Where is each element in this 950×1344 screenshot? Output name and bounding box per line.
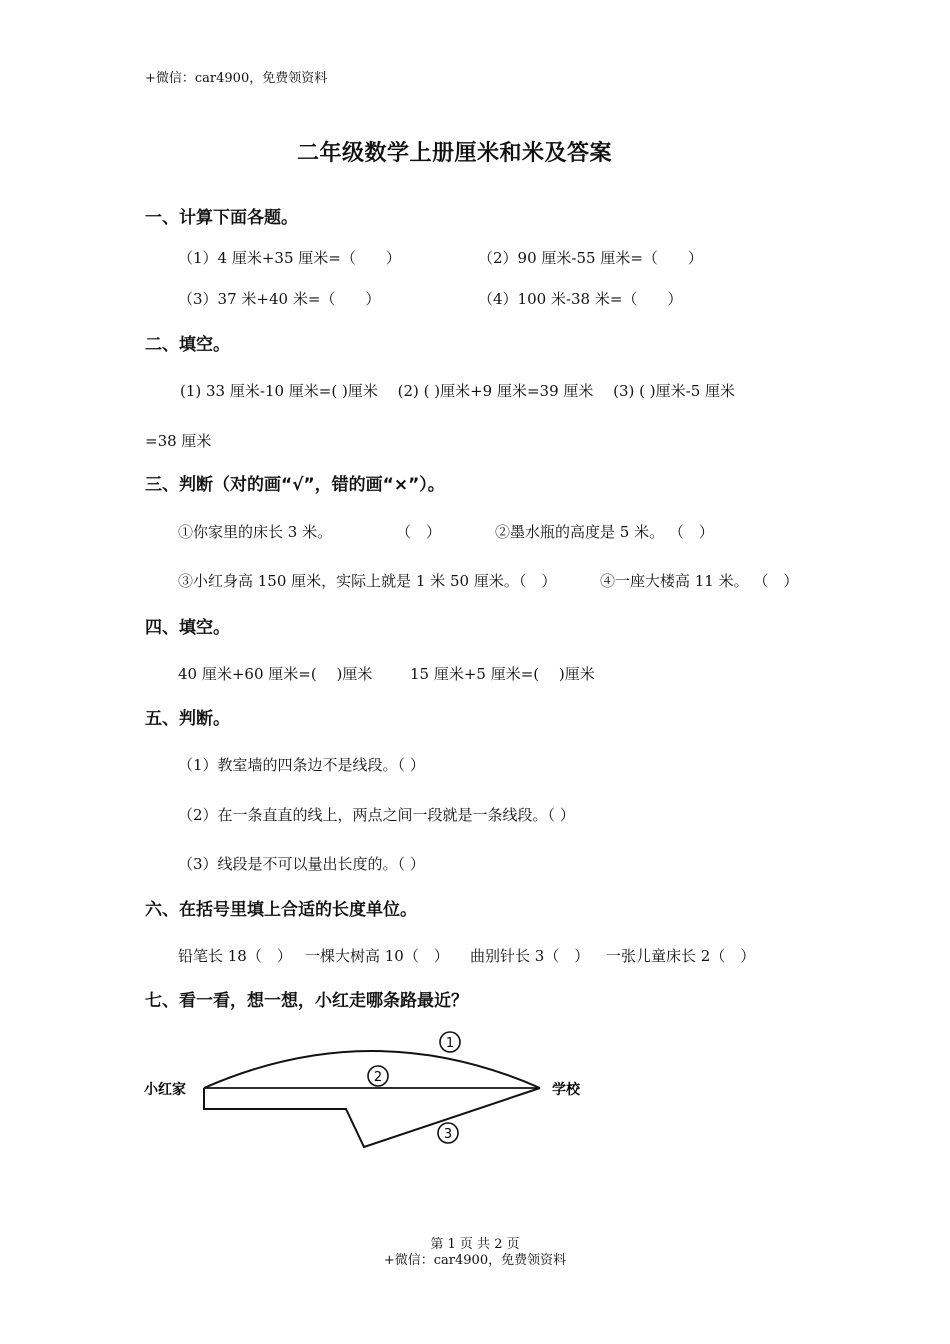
section-7-heading: 七、看一看，想一想，小红走哪条路最近？: [145, 991, 468, 1011]
s2-line-1: (1) 33 厘米-10 厘米=( )厘米 (2) ( )厘米+9 厘米=39 厘米 (3) ( )厘米-5 厘米: [180, 382, 736, 400]
section-1-heading: 一、计算下面各题。: [145, 208, 298, 228]
page-title: 二年级数学上册厘米和米及答案: [297, 141, 613, 166]
route-3-label: 3: [443, 1127, 453, 1142]
section-6-heading: 六、在括号里填上合适的长度单位。: [145, 900, 417, 920]
home-label: 小红家: [144, 1082, 186, 1098]
section-3-heading: 三、判断（对的画“√”，错的画“×”）。: [145, 475, 445, 495]
s6-item-4: 一张儿童床长 2（ ）: [606, 947, 756, 965]
s6-item-3: 曲别针长 3（ ）: [470, 947, 590, 965]
s4-item-2: 15 厘米+5 厘米=( )厘米: [410, 665, 595, 683]
s3-item-2: ②墨水瓶的高度是 5 米。 （ ）: [495, 523, 714, 541]
route-3-path: [204, 1088, 540, 1147]
route-diagram: [140, 1020, 600, 1155]
s3-item-4: ④一座大楼高 11 米。 （ ）: [600, 572, 799, 590]
s4-item-1: 40 厘米+60 厘米=( )厘米: [178, 665, 373, 683]
s5-item-3: （3）线段是不可以量出长度的。（ ）: [178, 855, 425, 873]
s1-item-1: （1）4 厘米+35 厘米=（ ）: [178, 249, 401, 267]
route-1-label: 1: [445, 1036, 455, 1051]
s5-item-2: （2）在一条直直的线上，两点之间一段就是一条线段。（ ）: [178, 806, 575, 824]
s6-item-2: 一棵大树高 10（ ）: [305, 947, 449, 965]
s5-item-1: （1）教室墙的四条边不是线段。（ ）: [178, 756, 425, 774]
s2-line-2: =38 厘米: [145, 432, 212, 450]
header-text: +微信：car4900，免费领资料: [145, 71, 328, 86]
s1-item-4: （4）100 米-38 米=（ ）: [478, 290, 683, 308]
s6-item-1: 铅笔长 18（ ）: [178, 947, 292, 965]
section-2-heading: 二、填空。: [145, 335, 230, 355]
section-5-heading: 五、判断。: [145, 709, 230, 729]
s3-item-1: ①你家里的床长 3 米。: [178, 523, 333, 541]
page-number: 第 1 页 共 2 页: [430, 1237, 520, 1252]
school-label: 学校: [552, 1082, 580, 1098]
s1-item-3: （3）37 米+40 米=（ ）: [178, 290, 381, 308]
s3-item-1-bracket: （ ）: [396, 523, 442, 541]
route-2-label: 2: [373, 1070, 383, 1085]
section-4-heading: 四、填空。: [145, 618, 230, 638]
s3-item-3: ③小红身高 150 厘米，实际上就是 1 米 50 厘米。（ ）: [178, 572, 557, 590]
s1-item-2: （2）90 厘米-55 厘米=（ ）: [478, 249, 703, 267]
footer-wechat: +微信：car4900，免费领资料: [383, 1253, 567, 1268]
